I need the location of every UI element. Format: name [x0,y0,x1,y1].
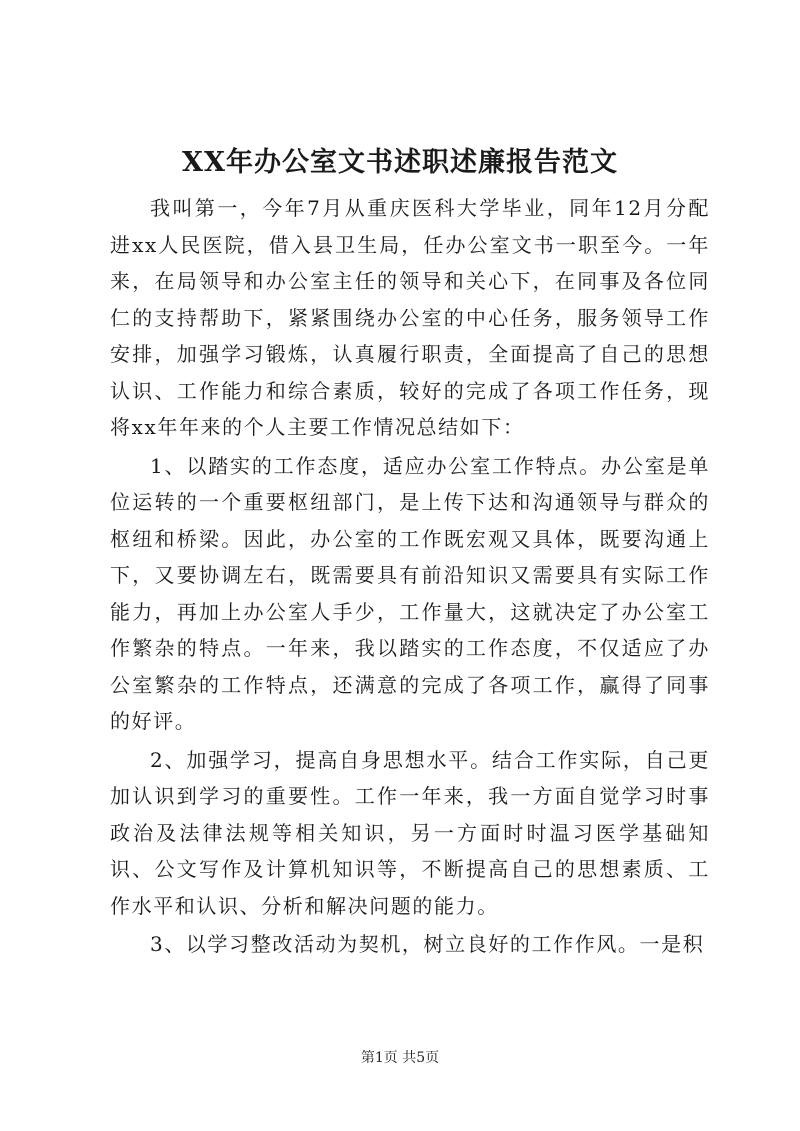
paragraph-intro: 我叫第一，今年7月从重庆医科大学毕业，同年12月分配进xx人民医院，借入县卫生局，任办公室文书一职至今。一年来，在局领导和办公室主任的领导和关心下，在同事及各位同仁的支持帮助下，紧紧围绕办公室的中心任务，服务领导工作安排，加强学习锻炼，认真履行职责，全面提高了自己的思想认识、工作能力和综合素质，较好的完成了各项工作任务，现将xx年年来的个人主要工作情况总结如下： [110,196,710,439]
paragraph-point-2: 2、加强学习，提高自身思想水平。结合工作实际，自己更加认识到学习的重要性。工作一年来，我一方面自觉学习时事政治及法律法规等相关知识，另一方面时时温习医学基础知识、公文写作及计算机知识等，不断提高自己的思想素质、工作水平和认识、分析和解决问题的能力。 [110,747,710,918]
paragraph-point-3: 3、以学习整改活动为契机，树立良好的工作作风。一是积 [150,932,705,956]
paragraph-point-1: 1、以踏实的工作态度，适应办公室工作特点。办公室是单位运转的一个重要枢纽部门，是上传下达和沟通领导与群众的枢纽和桥梁。因此，办公室的工作既宏观又具体，既要沟通上下，又要协调左右，既需要具有前沿知识又需要具有实际工作能力，再加上办公室人手少，工作量大，这就决定了办公室工作繁杂的特点。一年来，我以踏实的工作态度，不仅适应了办公室繁杂的工作特点，还满意的完成了各项工作，赢得了同事的好评。 [110,453,710,733]
document-title: XX年办公室文书述职述廉报告范文 [182,147,618,178]
page-number-footer: 第1页 共5页 [360,1050,440,1066]
document-body [110,190,710,965]
